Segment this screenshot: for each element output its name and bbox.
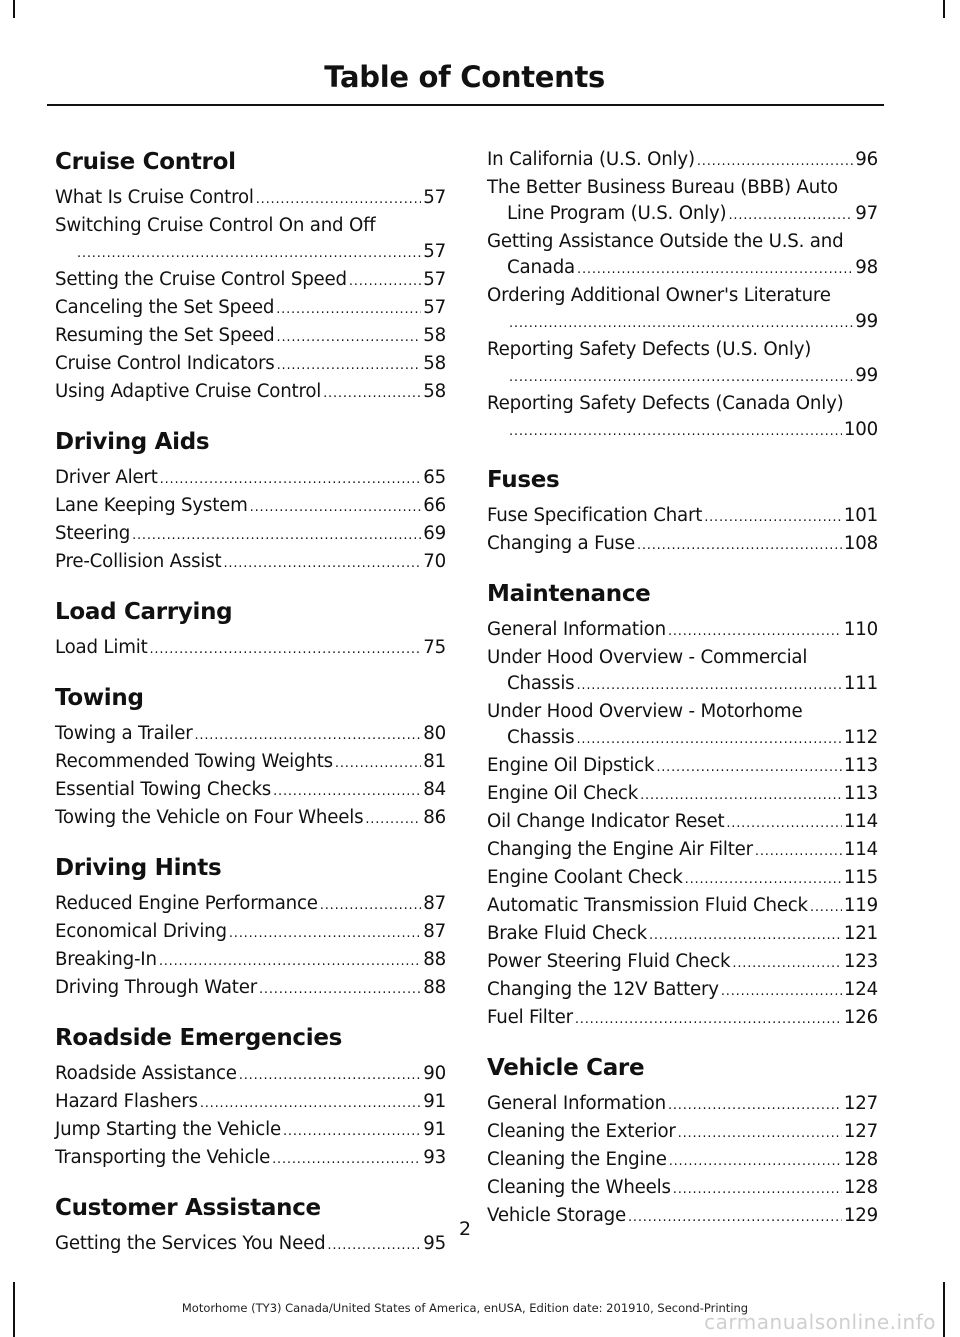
entry-title: Resuming the Set Speed <box>55 325 275 346</box>
entry-title: Engine Coolant Check <box>487 867 683 888</box>
entry-title: Engine Oil Dipstick <box>487 755 655 776</box>
toc-section <box>487 1053 878 1231</box>
dot-leader <box>668 617 842 645</box>
entry-title: Driving Through Water <box>55 977 257 998</box>
toc-entry[interactable] <box>55 465 446 493</box>
toc-entry[interactable] <box>55 379 446 407</box>
dot-leader <box>509 363 853 391</box>
page-ref: 113 <box>843 783 878 804</box>
entry-line <box>55 777 446 805</box>
page-ref: 90 <box>423 1063 446 1084</box>
entry-line <box>55 323 446 351</box>
page-ref: 66 <box>423 495 446 516</box>
entry-title: The Better Business Bureau (BBB) Auto <box>487 177 838 198</box>
entry-line <box>487 1119 878 1147</box>
page-number: 2 <box>458 1218 472 1240</box>
entry-line <box>55 351 446 379</box>
toc-entry[interactable] <box>487 781 878 809</box>
toc-section <box>55 597 446 663</box>
section-heading: Maintenance <box>487 581 651 607</box>
page-ref: 57 <box>423 187 446 208</box>
toc-entry[interactable] <box>55 1117 446 1145</box>
watermark: carmanualsonline.info <box>704 1310 936 1334</box>
entry-title: Jump Starting the Vehicle <box>55 1119 281 1140</box>
dot-leader <box>577 255 853 283</box>
toc-entry[interactable] <box>487 645 878 699</box>
page-ref: 111 <box>843 673 878 694</box>
page-title: Table of Contents <box>324 60 605 94</box>
entry-title: General Information <box>487 1093 666 1114</box>
entry-line <box>55 239 446 267</box>
toc-section <box>55 853 446 1003</box>
toc-entry[interactable] <box>487 1005 878 1033</box>
toc-entry[interactable] <box>487 699 878 753</box>
entry-title: Using Adaptive Cruise Control <box>55 381 322 402</box>
page-ref: 58 <box>423 353 446 374</box>
entry-title-continued: Line Program (U.S. Only) <box>507 203 727 224</box>
entry-title: What Is Cruise Control <box>55 187 254 208</box>
toc-column-right <box>487 147 878 1251</box>
dot-leader <box>509 417 842 445</box>
page-ref: 70 <box>423 551 446 572</box>
entry-line <box>487 725 878 753</box>
page-ref: 58 <box>423 325 446 346</box>
entry-line <box>487 531 878 559</box>
entry-title: Changing the Engine Air Filter <box>487 839 753 860</box>
page-ref: 100 <box>843 419 878 440</box>
section-heading: Fuses <box>487 467 560 493</box>
entry-line <box>487 617 878 645</box>
toc-entry[interactable] <box>55 267 446 295</box>
crop-mark-top-right <box>943 0 945 18</box>
entry-title: Hazard Flashers <box>55 1091 198 1112</box>
section-heading: Vehicle Care <box>487 1055 645 1081</box>
dot-leader <box>721 977 842 1005</box>
dot-leader <box>732 949 841 977</box>
page-ref: 57 <box>423 241 446 262</box>
entry-title: Reporting Safety Defects (Canada Only) <box>487 393 844 414</box>
entry-title-continued: Chassis <box>507 727 575 748</box>
page-ref: 101 <box>843 505 878 526</box>
toc-entry[interactable] <box>55 185 446 213</box>
entry-line <box>487 201 878 229</box>
toc-entry[interactable] <box>487 949 878 977</box>
entry-title: Changing a Fuse <box>487 533 635 554</box>
entry-title: Towing the Vehicle on Four Wheels <box>55 807 364 828</box>
dot-leader <box>704 503 842 531</box>
entry-title: Setting the Cruise Control Speed <box>55 269 347 290</box>
page-ref: 91 <box>423 1091 446 1112</box>
entry-line <box>487 671 878 699</box>
entry-title-continued: Chassis <box>507 673 575 694</box>
page-ref: 119 <box>843 895 878 916</box>
toc-entry[interactable] <box>55 919 446 947</box>
page-ref: 88 <box>423 977 446 998</box>
entry-line <box>55 267 446 295</box>
dot-leader <box>277 351 422 379</box>
section-heading: Load Carrying <box>55 599 233 625</box>
entry-line <box>55 379 446 407</box>
entry-title: Steering <box>55 523 131 544</box>
toc-section <box>55 427 446 577</box>
toc-entry[interactable] <box>55 721 446 749</box>
page-ref: 128 <box>843 1177 878 1198</box>
dot-leader <box>239 1061 421 1089</box>
entry-line <box>55 1089 446 1117</box>
page-ref: 87 <box>423 893 446 914</box>
page-ref: 114 <box>843 839 878 860</box>
page-ref: 97 <box>855 203 878 224</box>
toc-entry[interactable] <box>487 503 878 531</box>
entry-line <box>487 977 878 1005</box>
dot-leader <box>673 1175 842 1203</box>
dot-leader <box>576 671 841 699</box>
entry-line <box>55 1061 446 1089</box>
page-ref: 84 <box>423 779 446 800</box>
entry-line <box>55 549 446 577</box>
dot-leader <box>272 1145 421 1173</box>
entry-title: Oil Change Indicator Reset <box>487 811 725 832</box>
footer-edition-info: Motorhome (TY3) Canada/United States of America, enUSA, Edition date: 201910, Second-Printing <box>181 1301 749 1315</box>
toc-section <box>487 465 878 559</box>
page-ref: 108 <box>843 533 878 554</box>
toc-entry[interactable] <box>487 391 878 445</box>
entry-title: Breaking-In <box>55 949 157 970</box>
dot-leader <box>256 185 422 213</box>
entry-line <box>487 865 878 893</box>
toc-entry[interactable] <box>487 1091 878 1119</box>
toc-entry[interactable] <box>487 753 878 781</box>
toc-entry[interactable] <box>487 893 878 921</box>
dot-leader <box>668 1091 842 1119</box>
toc-entry[interactable] <box>487 809 878 837</box>
toc-entry[interactable] <box>55 521 446 549</box>
dot-leader <box>259 975 421 1003</box>
toc-section <box>55 1023 446 1173</box>
crop-mark-bottom-right <box>943 1282 945 1337</box>
page-ref: 115 <box>843 867 878 888</box>
dot-leader <box>132 521 421 549</box>
toc-entry[interactable] <box>55 351 446 379</box>
page-ref: 99 <box>855 311 878 332</box>
entry-line <box>55 493 446 521</box>
dot-leader <box>678 1119 842 1147</box>
toc-entry[interactable] <box>55 1061 446 1089</box>
section-heading: Roadside Emergencies <box>55 1025 343 1051</box>
toc-entry[interactable] <box>487 837 878 865</box>
page-ref: 86 <box>423 807 446 828</box>
dot-leader <box>159 947 421 975</box>
entry-title: Driver Alert <box>55 467 158 488</box>
entry-line <box>487 1175 878 1203</box>
page-ref: 127 <box>843 1093 878 1114</box>
entry-title: General Information <box>487 619 666 640</box>
dot-leader <box>323 379 421 407</box>
entry-title: Changing the 12V Battery <box>487 979 719 1000</box>
toc-entry[interactable] <box>487 337 878 391</box>
entry-title: Lane Keeping System <box>55 495 248 516</box>
page-ref: 81 <box>423 751 446 772</box>
entry-title: Load Limit <box>55 637 148 658</box>
entry-line <box>487 837 878 865</box>
toc-entry[interactable] <box>55 213 446 267</box>
entry-line <box>55 947 446 975</box>
toc-entry[interactable] <box>487 1175 878 1203</box>
page-ref: 88 <box>423 949 446 970</box>
entry-title: Recommended Towing Weights <box>55 751 333 772</box>
entry-line <box>487 255 878 283</box>
page-ref: 126 <box>843 1007 878 1028</box>
entry-line <box>55 1145 446 1173</box>
entry-line <box>55 1117 446 1145</box>
dot-leader <box>810 893 842 921</box>
dot-leader <box>200 1089 421 1117</box>
toc-entry[interactable] <box>487 229 878 283</box>
entry-title: Vehicle Storage <box>487 1205 626 1226</box>
toc-entry[interactable] <box>487 531 878 559</box>
dot-leader <box>365 805 421 833</box>
entry-title: Fuse Specification Chart <box>487 505 703 526</box>
entry-title: Economical Driving <box>55 921 227 942</box>
entry-line <box>55 919 446 947</box>
entry-line <box>55 185 446 213</box>
dot-leader <box>277 323 422 351</box>
dot-leader <box>509 309 853 337</box>
entry-title: Essential Towing Checks <box>55 779 272 800</box>
entry-line <box>487 363 878 391</box>
page-ref: 57 <box>423 269 446 290</box>
dot-leader <box>250 493 422 521</box>
page-ref: 121 <box>843 923 878 944</box>
dot-leader <box>669 1147 842 1175</box>
entry-line <box>487 1091 878 1119</box>
entry-line <box>487 147 878 175</box>
dot-leader <box>685 865 842 893</box>
entry-line <box>487 753 878 781</box>
toc-entry[interactable] <box>487 865 878 893</box>
page-ref: 124 <box>843 979 878 1000</box>
dot-leader <box>656 753 842 781</box>
entry-line <box>487 417 878 445</box>
page-ref: 95 <box>423 1233 446 1254</box>
entry-title: Pre-Collision Assist <box>55 551 222 572</box>
dot-leader <box>576 725 841 753</box>
page-ref: 58 <box>423 381 446 402</box>
toc-entry[interactable] <box>55 947 446 975</box>
dot-leader <box>283 1117 421 1145</box>
dot-leader <box>150 635 422 663</box>
crop-mark-top-left <box>13 0 15 18</box>
section-heading: Customer Assistance <box>55 1195 321 1221</box>
entry-title: Reduced Engine Performance <box>55 893 318 914</box>
dot-leader <box>649 921 842 949</box>
toc-entry[interactable] <box>55 635 446 663</box>
page-ref: 75 <box>423 637 446 658</box>
entry-line <box>55 975 446 1003</box>
entry-title: Fuel Filter <box>487 1007 573 1028</box>
entry-line <box>487 809 878 837</box>
entry-title: Reporting Safety Defects (U.S. Only) <box>487 339 812 360</box>
section-heading: Driving Hints <box>55 855 222 881</box>
toc-entry[interactable] <box>487 617 878 645</box>
dot-leader <box>640 781 842 809</box>
entry-line <box>55 635 446 663</box>
page-ref: 127 <box>843 1121 878 1142</box>
dot-leader <box>77 239 421 267</box>
entry-title: Towing a Trailer <box>55 723 193 744</box>
entry-title: Automatic Transmission Fluid Check <box>487 895 808 916</box>
entry-line <box>487 1005 878 1033</box>
toc-entry[interactable] <box>487 147 878 175</box>
entry-line <box>487 1147 878 1175</box>
entry-title: Cruise Control Indicators <box>55 353 275 374</box>
toc-entry[interactable] <box>487 1147 878 1175</box>
entry-line <box>487 781 878 809</box>
entry-title: Ordering Additional Owner's Literature <box>487 285 831 306</box>
dot-leader <box>160 465 422 493</box>
page-ref: 110 <box>843 619 878 640</box>
entry-line <box>487 503 878 531</box>
entry-line <box>487 893 878 921</box>
dot-leader <box>575 1005 842 1033</box>
entry-line <box>55 521 446 549</box>
entry-title: In California (U.S. Only) <box>487 149 695 170</box>
entry-line <box>487 949 878 977</box>
toc-entry[interactable] <box>55 891 446 919</box>
entry-line <box>55 465 446 493</box>
page-ref: 128 <box>843 1149 878 1170</box>
toc-entry[interactable] <box>487 977 878 1005</box>
entry-title: Cleaning the Exterior <box>487 1121 676 1142</box>
entry-line <box>55 891 446 919</box>
toc-entry[interactable] <box>55 493 446 521</box>
entry-line <box>55 805 446 833</box>
page-ref: 113 <box>843 755 878 776</box>
toc-entry[interactable] <box>487 1119 878 1147</box>
entry-title: Getting the Services You Need <box>55 1233 326 1254</box>
dot-leader <box>349 267 421 295</box>
page-ref: 93 <box>423 1147 446 1168</box>
entry-title: Canceling the Set Speed <box>55 297 275 318</box>
toc-entry[interactable] <box>55 805 446 833</box>
toc-entry[interactable] <box>55 777 446 805</box>
page-ref: 80 <box>423 723 446 744</box>
page-ref: 91 <box>423 1119 446 1140</box>
page-ref: 87 <box>423 921 446 942</box>
title-divider <box>47 104 884 106</box>
section-heading: Cruise Control <box>55 149 236 175</box>
dot-leader <box>726 809 842 837</box>
entry-title: Transporting the Vehicle <box>55 1147 271 1168</box>
toc-section <box>55 683 446 833</box>
toc-entry[interactable] <box>55 323 446 351</box>
dot-leader <box>223 549 421 577</box>
dot-leader <box>335 749 421 777</box>
dot-leader <box>755 837 842 865</box>
toc-entry[interactable] <box>55 975 446 1003</box>
dot-leader <box>229 919 421 947</box>
entry-title: Brake Fluid Check <box>487 923 647 944</box>
entry-line <box>487 921 878 949</box>
page-ref: 114 <box>843 811 878 832</box>
section-heading: Driving Aids <box>55 429 210 455</box>
entry-title: Cleaning the Engine <box>487 1149 667 1170</box>
page-ref: 112 <box>843 727 878 748</box>
toc-entry[interactable] <box>487 175 878 229</box>
entry-title-continued: Canada <box>507 257 576 278</box>
dot-leader <box>320 891 421 919</box>
toc-entry[interactable] <box>55 1089 446 1117</box>
toc-entry[interactable] <box>55 295 446 323</box>
toc-entry[interactable] <box>487 283 878 337</box>
entry-line <box>55 295 446 323</box>
dot-leader <box>194 721 421 749</box>
page-ref: 96 <box>855 149 878 170</box>
page-ref: 69 <box>423 523 446 544</box>
entry-line <box>487 309 878 337</box>
toc-section <box>487 579 878 1033</box>
page-ref: 98 <box>855 257 878 278</box>
page-ref: 123 <box>843 951 878 972</box>
toc-column-left <box>55 147 446 1279</box>
toc-entry[interactable] <box>55 1145 446 1173</box>
dot-leader <box>728 201 853 229</box>
dot-leader <box>273 777 421 805</box>
toc-section <box>55 147 446 407</box>
dot-leader <box>276 295 421 323</box>
entry-title: Cleaning the Wheels <box>487 1177 671 1198</box>
entry-title: Under Hood Overview - Motorhome <box>487 701 803 722</box>
section-heading: Towing <box>55 685 144 711</box>
entry-title: Engine Oil Check <box>487 783 639 804</box>
dot-leader <box>697 147 853 175</box>
entry-line <box>55 721 446 749</box>
entry-title: Switching Cruise Control On and Off <box>55 215 376 236</box>
entry-line <box>55 749 446 777</box>
toc-entry[interactable] <box>487 921 878 949</box>
entry-title: Power Steering Fluid Check <box>487 951 731 972</box>
toc-entry[interactable] <box>55 549 446 577</box>
toc-entry[interactable] <box>55 749 446 777</box>
entry-title: Getting Assistance Outside the U.S. and <box>487 231 844 252</box>
page-ref: 129 <box>843 1205 878 1226</box>
page-ref: 99 <box>855 365 878 386</box>
page-ref: 57 <box>423 297 446 318</box>
page-ref: 65 <box>423 467 446 488</box>
toc-section <box>487 147 878 445</box>
dot-leader <box>637 531 842 559</box>
entry-title: Under Hood Overview - Commercial <box>487 647 808 668</box>
entry-title: Roadside Assistance <box>55 1063 237 1084</box>
